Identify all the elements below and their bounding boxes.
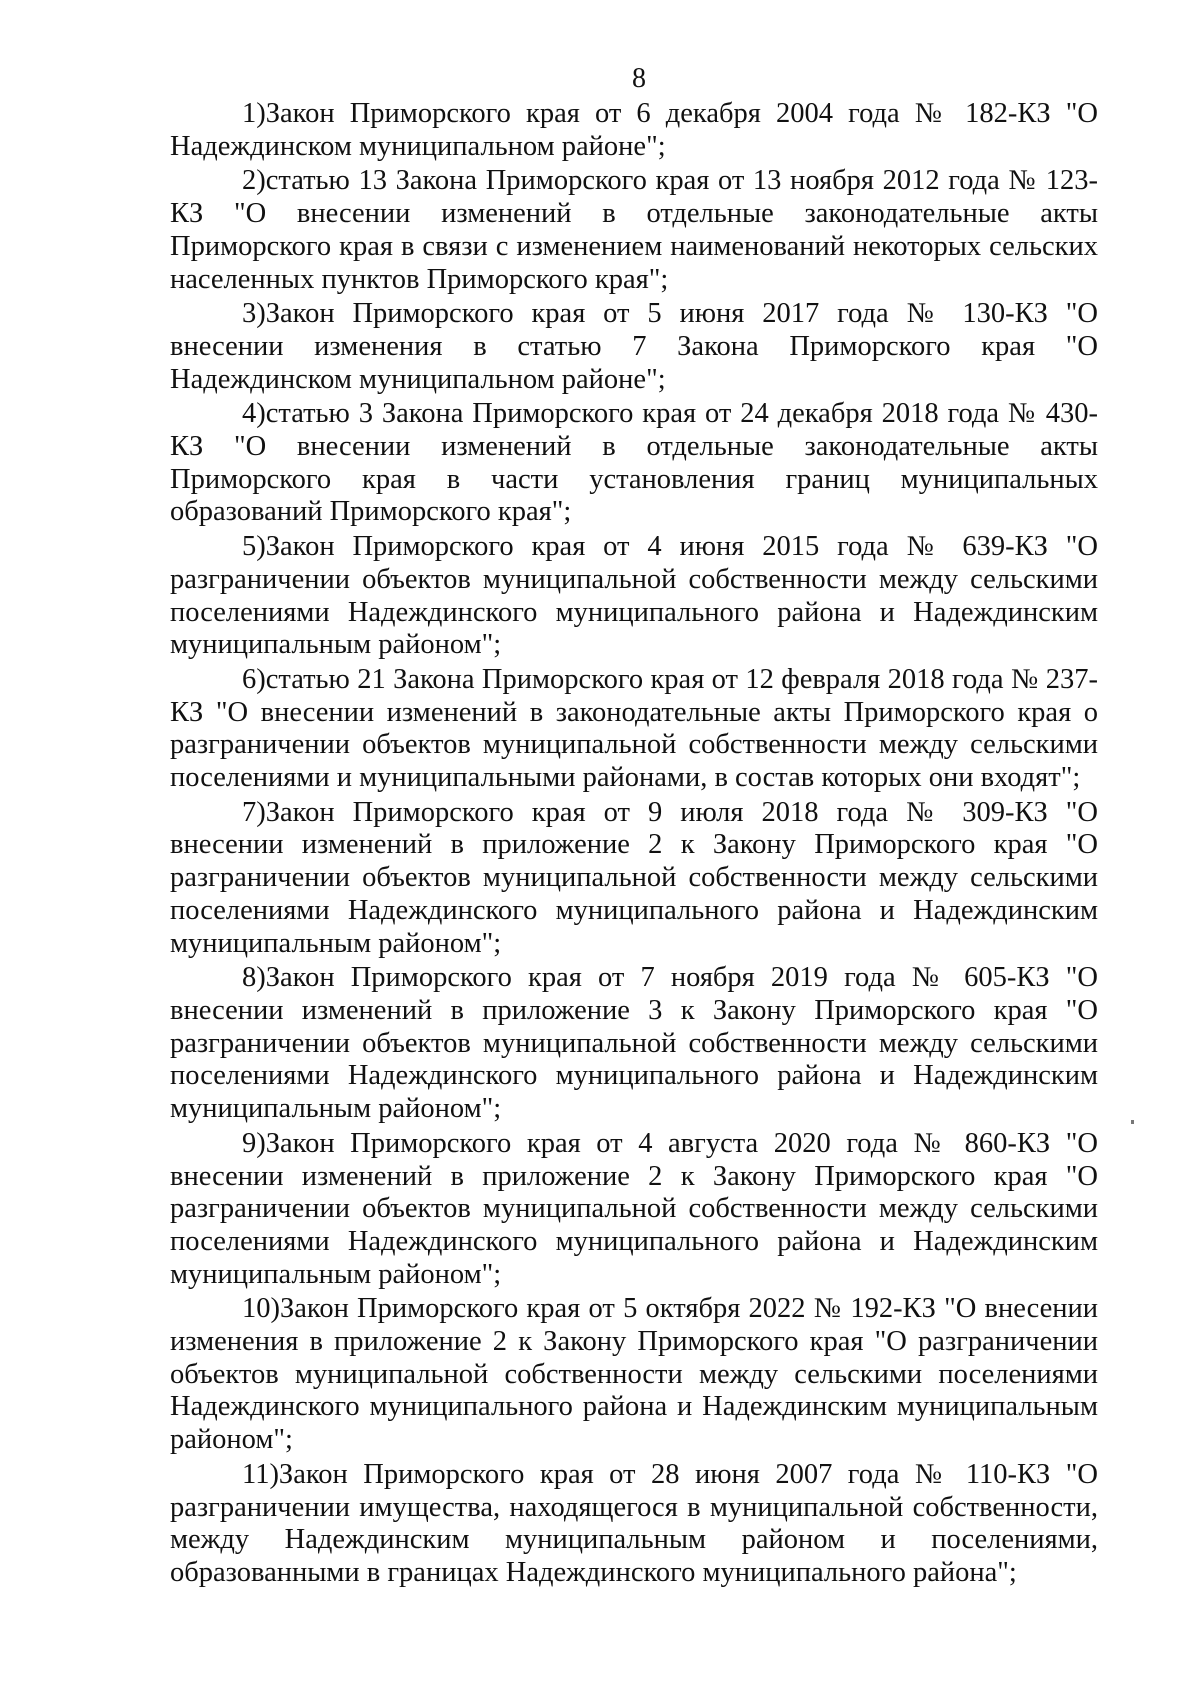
list-item: 5)Закон Приморского края от 4 июня 2015 года № 639-КЗ "О разграничении объектов муниципальной собственности между сельскими поселениями Надеждинского муниципального района и Надеждинским муниципальным районом"; (170, 531, 1098, 661)
list-item: 3)Закон Приморского края от 5 июня 2017 года № 130-КЗ "О внесении изменения в статью 7 Закона Приморского края "О Надеждинском муниципальном районе"; (170, 298, 1098, 395)
page-number: 8 (632, 63, 646, 94)
scan-speck (1131, 1120, 1134, 1124)
list-item: 4)статью 3 Закона Приморского края от 24 декабря 2018 года № 430-КЗ "О внесении изменений в отдельные законодательные акты Приморского края в части установления границ муниципальных образований Приморского края"; (170, 398, 1098, 528)
list-item: 1)Закон Приморского края от 6 декабря 2004 года № 182-КЗ "О Надеждинском муниципальном районе"; (170, 98, 1098, 162)
list-item: 6)статью 21 Закона Приморского края от 12 февраля 2018 года № 237-КЗ "О внесении изменений в законодательные акты Приморского края о разграничении объектов муниципальной собственности между сельскими поселениями и муниципальными районами, в состав которых они входят"; (170, 663, 1098, 794)
list-item: 8)Закон Приморского края от 7 ноября 2019 года № 605-КЗ "О внесении изменений в приложение 3 к Закону Приморского края "О разграничении объектов муниципальной собственности между сельскими поселениями Надеждинского муниципального района и Надеждинским муниципальным районом"; (170, 962, 1098, 1125)
list-item: 9)Закон Приморского края от 4 августа 2020 года № 860-КЗ "О внесении изменений в приложение 2 к Закону Приморского края "О разграничении объектов муниципальной собственности между сельскими поселениями Надеждинского муниципального района и Надеждинским муниципальным районом"; (170, 1127, 1098, 1290)
list-item: 7)Закон Приморского края от 9 июля 2018 года № 309-КЗ "О внесении изменений в приложение 2 к Закону Приморского края "О разграничении объектов муниципальной собственности между сельскими поселениями Надеждинского муниципального района и Надеждинским муниципальным районом"; (170, 796, 1098, 959)
list-item: 2)статью 13 Закона Приморского края от 13 ноября 2012 года № 123-КЗ "О внесении изменений в отдельные законодательные акты Приморского края в связи с изменением наименований некоторых сельских населенных пунктов Приморского края"; (170, 165, 1098, 295)
list-item: 11)Закон Приморского края от 28 июня 2007 года № 110-КЗ "О разграничении имущества, находящегося в муниципальной собственности, между Надеждинским муниципальным районом и поселениями, образованными в границах Надеждинского муниципального района"; (170, 1458, 1098, 1588)
list-item: 10)Закон Приморского края от 5 октября 2022 № 192-КЗ "О внесении изменения в приложение 2 к Закону Приморского края "О разграничении объектов муниципальной собственности между сельскими поселениями Надеждинского муниципального района и Надеждинским муниципальным районом"; (170, 1293, 1098, 1456)
